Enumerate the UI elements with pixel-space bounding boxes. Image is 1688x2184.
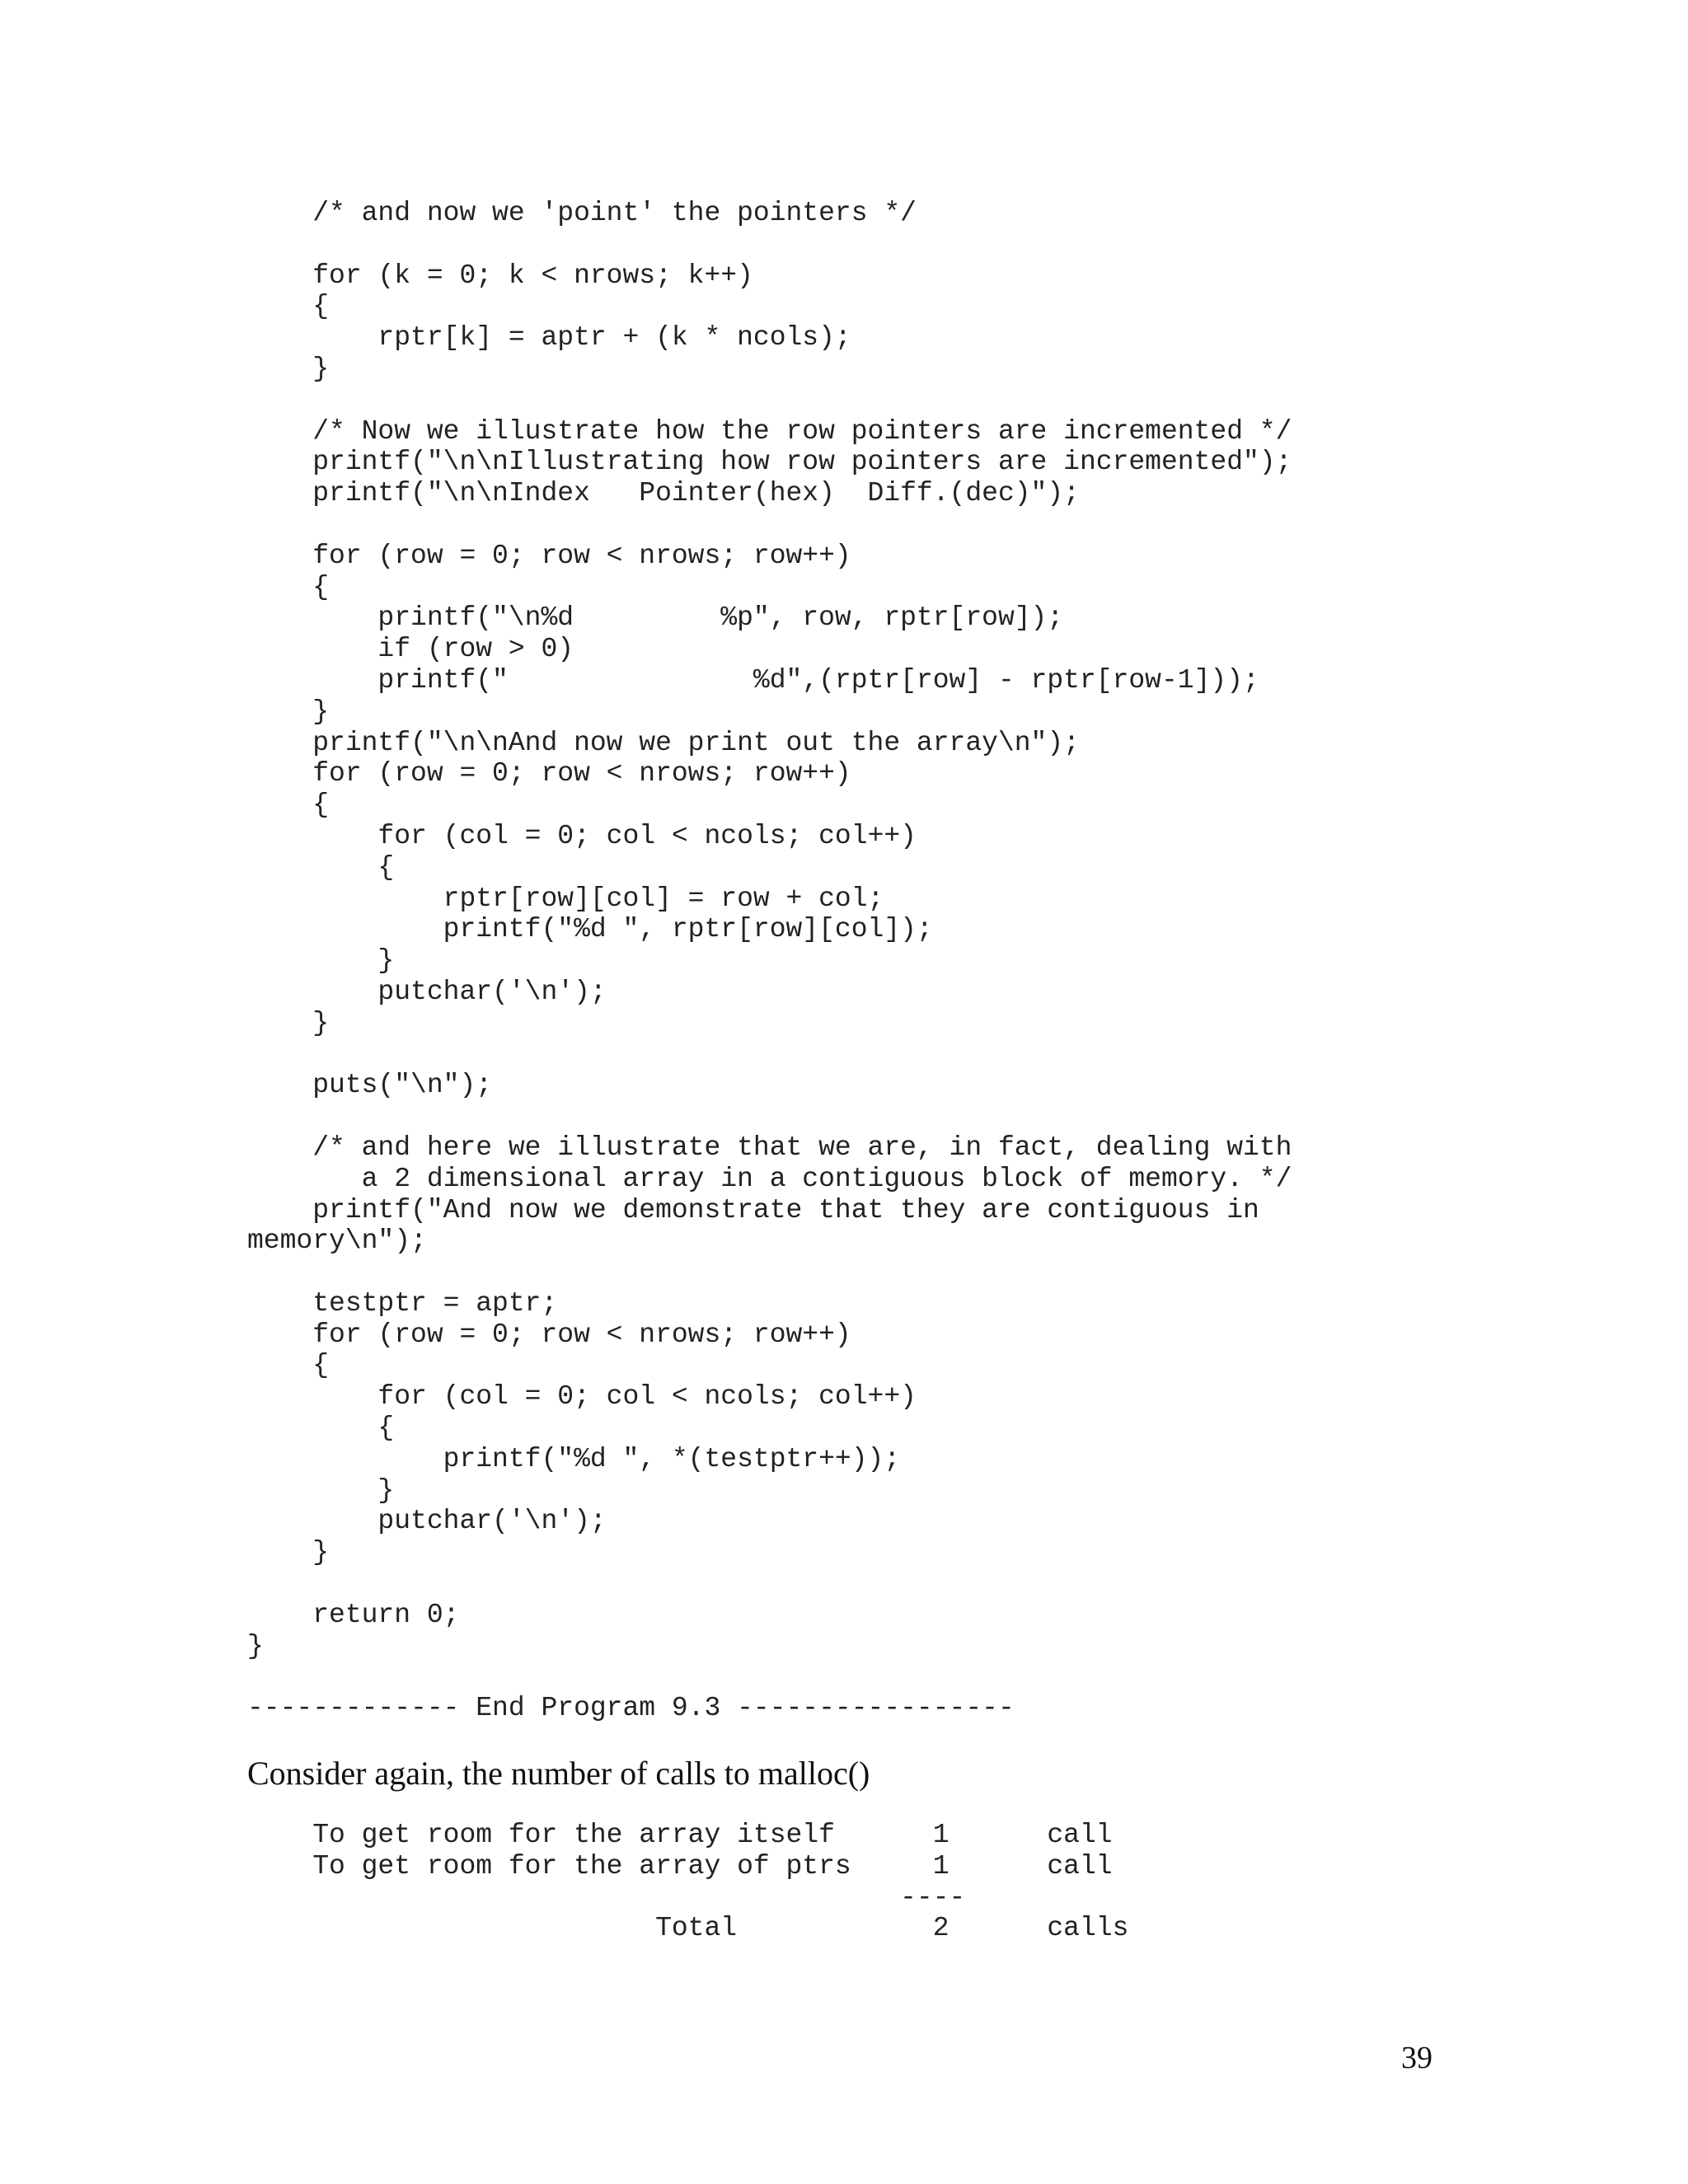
code-line: } (247, 1007, 330, 1038)
code-line (247, 1661, 1292, 1693)
code-line: for (col = 0; col < ncols; col++) (247, 1381, 917, 1413)
code-line: /* Now we illustrate how the row pointers are incremented */ (247, 415, 1292, 447)
code-line: a 2 dimensional array in a contiguous block of memory. */ (247, 1163, 1292, 1194)
code-line: rptr[row][col] = row + col; (247, 883, 884, 914)
code-line: putchar('\n'); (247, 1506, 607, 1537)
code-line: { (247, 790, 330, 821)
code-line: printf(" %d",(rptr[row] - rptr[row-1])); (247, 664, 1259, 696)
code-line: } (247, 696, 330, 727)
malloc-calls-table (247, 1820, 1128, 1944)
code-line (247, 1101, 1292, 1132)
code-line: putchar('\n'); (247, 976, 607, 1007)
code-line: /* and here we illustrate that we are, in fact, dealing with (247, 1132, 1292, 1163)
code-line (247, 1039, 1292, 1071)
malloc-table-line: To get room for the array of ptrs 1 call (247, 1850, 1113, 1882)
code-line (247, 509, 1292, 541)
code-line: } (247, 945, 395, 977)
code-line: for (row = 0; row < nrows; row++) (247, 758, 851, 790)
code-line: ------------- End Program 9.3 ----------------- (247, 1693, 1015, 1724)
code-line: for (row = 0; row < nrows; row++) (247, 540, 851, 571)
page-number: 39 (1401, 2041, 1432, 2075)
code-line: { (247, 291, 330, 322)
code-line (247, 229, 1292, 260)
code-line: { (247, 1413, 395, 1444)
code-line: return 0; (247, 1599, 460, 1630)
code-line (247, 1257, 1292, 1288)
code-line: printf("%d ", *(testptr++)); (247, 1443, 901, 1474)
code-line: } (247, 353, 330, 384)
code-line: /* and now we 'point' the pointers */ (247, 198, 917, 228)
code-line: testptr = aptr; (247, 1287, 558, 1319)
malloc-table-line: To get room for the array itself 1 call (247, 1820, 1113, 1850)
code-line: } (247, 1474, 395, 1506)
code-line: memory\n"); (247, 1226, 427, 1257)
code-line: if (row > 0) (247, 634, 574, 665)
code-line: } (247, 1537, 330, 1568)
code-line: printf("\n%d %p", row, rptr[row]); (247, 602, 1064, 634)
code-line (247, 1568, 1292, 1600)
code-line: puts("\n"); (247, 1070, 493, 1101)
code-line: printf("%d ", rptr[row][col]); (247, 914, 933, 945)
section-heading: Consider again, the number of calls to malloc() (247, 1755, 870, 1792)
code-line: rptr[k] = aptr + (k * ncols); (247, 322, 851, 354)
code-line: printf("And now we demonstrate that they are contiguous in (247, 1194, 1259, 1226)
code-line: printf("\n\nIndex Pointer(hex) Diff.(dec)"); (247, 478, 1080, 509)
code-line: { (247, 851, 395, 883)
code-line: { (247, 571, 330, 602)
code-line: } (247, 1630, 264, 1661)
malloc-table-line: ---- (247, 1882, 966, 1913)
malloc-table-line: Total 2 calls (247, 1913, 1129, 1944)
code-line: printf("\n\nIllustrating how row pointers are incremented"); (247, 447, 1292, 478)
code-line: { (247, 1350, 330, 1381)
code-line: for (col = 0; col < ncols; col++) (247, 820, 917, 851)
code-line: for (k = 0; k < nrows; k++) (247, 260, 753, 291)
code-line (247, 385, 1292, 416)
code-listing (247, 198, 1292, 1724)
code-line: printf("\n\nAnd now we print out the array\n"); (247, 727, 1080, 758)
code-line: for (row = 0; row < nrows; row++) (247, 1319, 851, 1350)
